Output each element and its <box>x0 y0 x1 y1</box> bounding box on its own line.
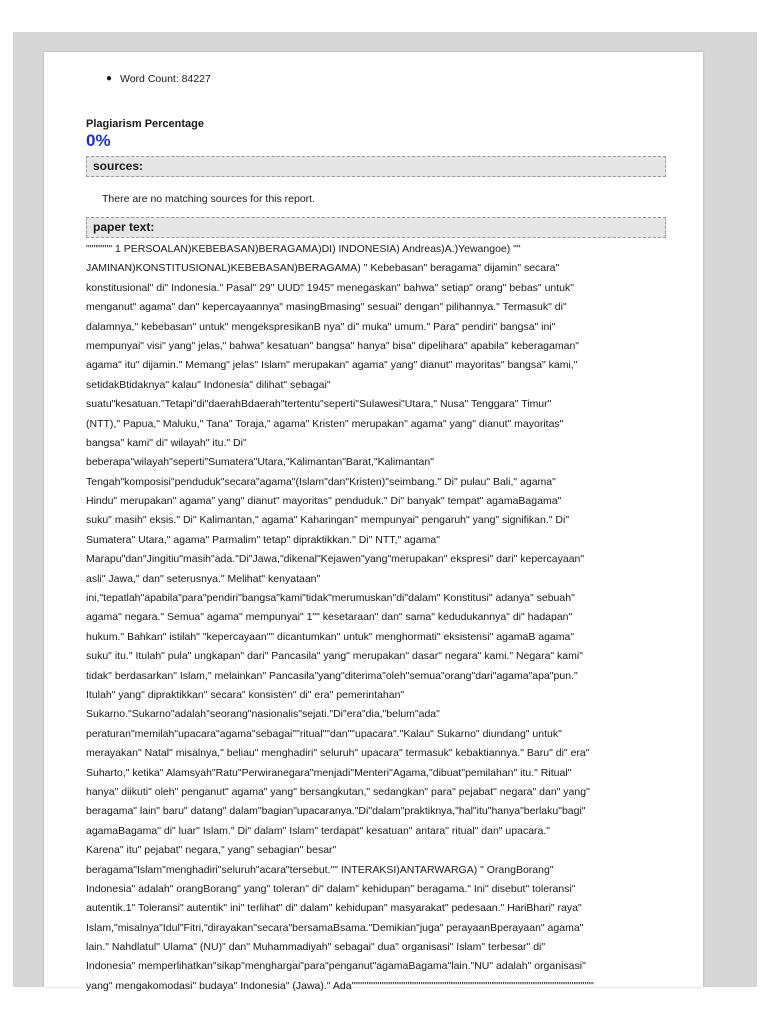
paper-text-line: agama" negara." Semua" agama" mempunyai" 1"" kesetaraan" dan" sama" kedudukannya" di" hadapan" <box>86 611 573 624</box>
paper-text-line: autentik.1" Toleransi" autentik" ini" terlihat" di" dalam" kehidupan" masyarakat" pedesaan." HariBhari" raya" <box>86 902 582 915</box>
no-sources-message: There are no matching sources for this report. <box>102 193 316 205</box>
paper-text-line: Sukarno."Sukarno"adalah"seorang"nasionalis"sejati."Di"era"dia,"belum"ada" <box>86 708 440 721</box>
paper-text-body <box>86 240 666 996</box>
paper-text-line: Suharto," ketika" Alamsyah"Ratu"Perwiranegara"menjadi"Menteri"Agama,"dibuat"pemilahan" itu." Ritual" <box>86 766 572 779</box>
paper-text-line: Indonesia" adalah" orangBorang" yang" toleran" di" dalam" kehidupan" beragama." Ini" disebut" toleransi" <box>86 882 576 895</box>
sources-section-header <box>86 156 666 177</box>
report-page <box>44 52 703 992</box>
plagiarism-percentage-value: 0% <box>86 131 111 150</box>
paper-text-line: Hindu" merupakan" agama" yang" dianut" mayoritas" penduduk." Di" banyak" tempat" agamaBagama" <box>86 495 562 508</box>
report-stats-list <box>86 72 666 86</box>
paper-text-line: merayakan" Natal" misalnya," beliau" menghadiri" seluruh" upacara" termasuk" kebaktiannya." Baru" di" era" <box>86 747 590 760</box>
paper-text-line: lain." Nahdlatul" Ulama" (NU)" dan" Muhammadiyah" sebagai" dua" organisasi" Islam" terbesar" di" <box>86 941 546 954</box>
paper-text-line: JAMINAN)KONSTITUSIONAL)KEBEBASAN)BERAGAMA) " Kebebasan" beragama" dijamin" secara" <box>86 262 560 275</box>
paper-text-line: Sumatera" Utara," agama" Parmalim" tetap" dipraktikkan." Di" NTT," agama" <box>86 533 440 546</box>
paper-text-line: yang" mengakomodasi" budaya" Indonesia" (Jawa)." Ada""""""""""""""""""""""""""""""""""""""""""""""""""""""""""""""""" <box>86 979 594 992</box>
paper-text-line: agama" itu" dijamin." Memang" jelas" Islam" merupakan" agama" yang" dianut" mayoritas" bangsa" kami," <box>86 359 578 372</box>
bullet-icon: ● <box>106 73 113 84</box>
word-count-item <box>86 72 666 86</box>
paper-text-line: mempunyai" visi" yang" jelas," bahwa" kesatuan" bangsa" hanya" bisa" dipelihara" apabila" keberagaman" <box>86 339 580 352</box>
word-count-text: Word Count: 84227 <box>120 73 211 85</box>
paper-text-line: """"""" 1 PERSOALAN)KEBEBASAN)BERAGAMA)DI) INDONESIA) Andreas)A.)Yewangoe) "" <box>86 243 521 255</box>
sources-heading: sources: <box>93 159 144 173</box>
paper-text-line: hanya" diikuti" oleh" penganut" agama" yang" bersangkutan," sedangkan" para" pejabat" negara" dan" yang" <box>86 785 590 798</box>
paper-text-line: bangsa" kami" di" wilayah" itu." Di" <box>86 436 247 449</box>
paper-text-heading: paper text: <box>93 220 155 234</box>
paper-text-line: Indonesia" memperlihatkan"sikap"menghargai"para"penganut"agamaBagama"lain."NU" adalah" organisasi" <box>86 960 586 973</box>
paper-text-line: Tengah"komposisi"penduduk"secara"agama"(Islam"dan"Kristen)"seimbang." Di" pulau" Bali," agama" <box>86 475 556 488</box>
paper-text-line: agamaBagama" di" luar" Islam." Di" dalam" Islam" terdapat" kesatuan" antara" ritual" dan" upacara." <box>86 824 551 837</box>
paper-text-line: beragama"Islam"menghadiri"seluruh"acara"tersebut."" INTERAKSI)ANTARWARGA) " OrangBorang" <box>86 863 554 876</box>
paper-text-line: suku" itu." Itulah" pula" ungkapan" dari" Pancasila" yang" merupakan" dasar" negara" kami." Negara" kami" <box>86 650 583 663</box>
paper-text-line: beragama" lain" baru" datang" dalam"bagian"upacaranya."Di"dalam"praktiknya,"hal"itu"hanya"berlaku"bagi" <box>86 805 586 818</box>
paper-text-line: hukum." Bahkan" istilah" "kepercayaan"" dicantumkan" untuk" menghormati" eksistensi" agamaB agama" <box>86 630 575 643</box>
paper-text-line: ini,"tepatlah"apabila"para"pendiri"bangsa"kami"tidak"merumuskan"di"dalam" Konstitusi" adanya" sebuah" <box>86 592 575 605</box>
paper-text-line: peraturan"memilah"upacara"agama"sebagai""ritual""dan""upacara"."Kalau" Sukarno" diundang" untuk" <box>86 727 562 740</box>
paper-text-line: dalamnya," kebebasan" untuk" mengekspresikanB nya" di" muka" umum." Para" pendiri" bangsa" ini" <box>86 320 556 333</box>
paper-text-section-header <box>86 217 666 238</box>
paper-text-line: beberapa"wilayah"seperti"Sumatera"Utara,"Kalimantan"Barat,"Kalimantan" <box>86 456 434 469</box>
paper-text-line: Karena" itu" pejabat" negara," yang" sebagian" besar" <box>86 844 337 857</box>
plagiarism-percentage-title: Plagiarism Percentage <box>86 118 205 130</box>
report-content <box>86 72 666 996</box>
paper-text-line: setidakBtidaknya" kalau" Indonesia" dilihat" sebagai" <box>86 378 331 391</box>
paper-text-line: tidak" berdasarkan" Islam," melainkan" Pancasila"yang"diterima"oleh"semua"orang"dari"agama"apa"pun." <box>86 669 578 682</box>
paper-text-line: (NTT)," Papua," Maluku," Tana" Toraja," agama" Kristen" merupakan" agama" yang" dianut" mayoritas" <box>86 417 564 430</box>
paper-text-line: menganut" agama" dan" kepercayaannya" masingBmasing" sesuai" dengan" pilihannya." Termasuk" di" <box>86 301 567 314</box>
paper-text-line: asli" Jawa," dan" seterusnya." Melihat" kenyataan" <box>86 572 321 585</box>
paper-text-line: konstitusional" di" Indonesia." Pasal" 29" UUD" 1945" menegaskan" bahwa" setiap" orang" bebas" untuk" <box>86 281 574 294</box>
paper-text-line: Marapu"dan"Jingitiu"masih"ada."Di"Jawa,"dikenal"Kejawen"yang"merupakan" ekspresi" dari" kepercayaan" <box>86 553 585 566</box>
paper-text-line: suatu"kesatuan."Tetapi"di"daerahBdaerah"tertentu"seperti"Sulawesi"Utara," Nusa" Tenggara" Timur" <box>86 398 552 411</box>
paper-text-line: Islam,"misalnya"Idul"Fitri,"dirayakan"secara"bersamaBsama."Demikian"juga" perayaanBperayaan" agama" <box>86 921 584 934</box>
paper-text-line: Itulah" yang" dipraktikkan" secara" konsisten" di" era" pemerintahan" <box>86 688 405 701</box>
paper-text-line: suku" masih" eksis." Di" Kalimantan," agama" Kaharingan" mempunyai" pengaruh" yang" signifikan." Di" <box>86 514 570 527</box>
